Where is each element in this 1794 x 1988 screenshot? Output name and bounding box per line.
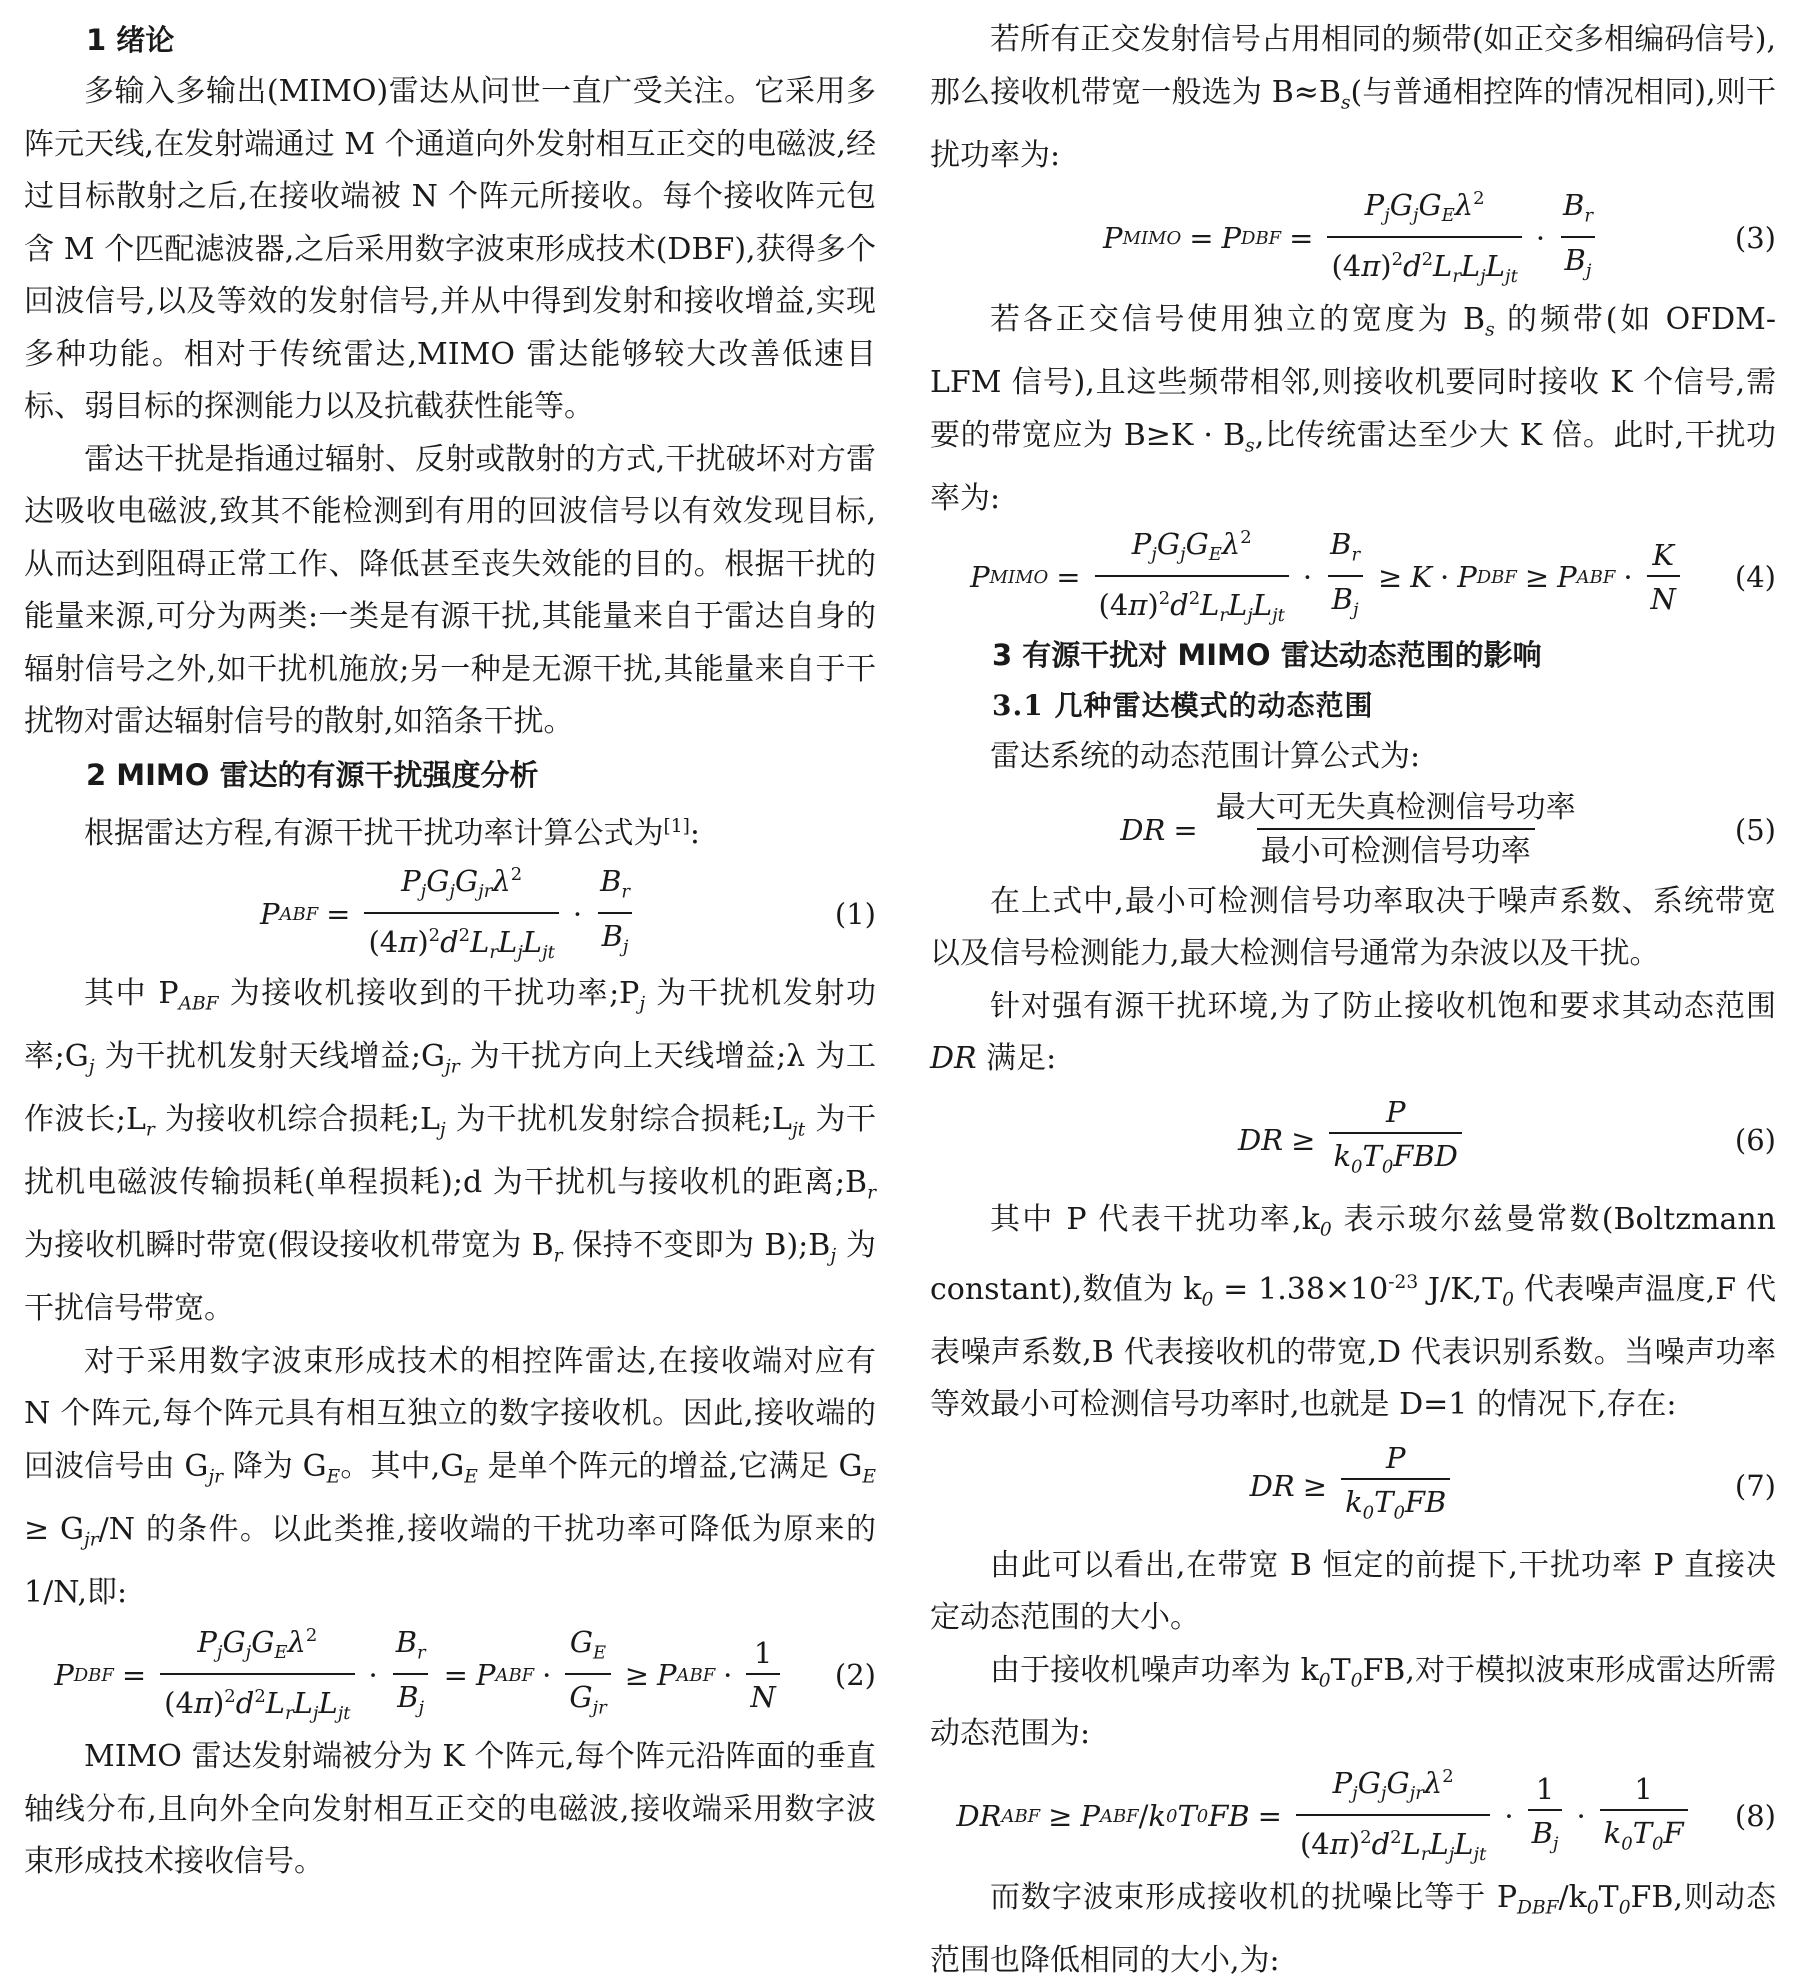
equation-4: P MIMO = $\frac{P_jG_jG_E\lambda^2}{(4\pi)^2d^2L_rL_jL_{jt}}$ · $\frac{B_r}{B_j}$ ≥ K · P DBF ≥ P ABF · $\frac{K}{N}$ (4)	[930, 525, 1776, 629]
equation-3-number: (3)	[1734, 221, 1776, 255]
equation-5-denominator: 最小可检测信号功率	[1257, 828, 1535, 870]
paragraph-noise-power: 由于接收机噪声功率为 $k_0T_0FB$,对于模拟波束形成雷达所需动态范围为:	[930, 1652, 1776, 1751]
equation-1: P ABF = $\frac{P_jG_jG_{jr}\lambda^2}{(4\pi)^2d^2L_rL_jL_{jt}}$ · $\frac{B_r}{B_j}$ (1)	[24, 860, 876, 968]
paragraph-intro-1: 多输入多输出(MIMO)雷达从问世一直广受关注。它采用多阵元天线,在发射端通过 M 个通道向外发射相互正交的电磁波,经过目标散射之后,在接收端被 N 个阵元所接收。每个接收阵元包含 M 个匹配滤波器,之后采用数字波束形成技术(DBF),获得多个回波信号,以及等效的发射信号,并从中得到发射和接收增益,实现多种功能。相对于传统雷达,MIMO 雷达能够较大改善低速目标、弱目标的探测能力以及抗截获性能等。	[24, 74, 876, 424]
equation-6: DR ≥ $\frac{P}{k_0T_0FBD}$ (6)	[930, 1086, 1776, 1194]
equation-5-number: (5)	[1734, 812, 1776, 847]
equation-2-number: (2)	[834, 1658, 876, 1693]
equation-4-number: (4)	[1734, 560, 1776, 594]
paragraph-parameters: 其中 P 代表干扰功率$,k_0$ 表示玻尔兹曼常数(Boltzmann constant),数值为 $k_0 = 1.38\times 10^{-23}$ $J/K,T_0$ 代表噪声温度,F 代表噪声系数,B 代表接收机的带宽,D 代表识别系数。当噪声功率等效最小可检测信号功率时,也就是 D=1 的情况下,存在:	[930, 1201, 1776, 1423]
equation-1-number: (1)	[834, 897, 876, 932]
heading-section-2: 2 MIMO 雷达的有源干扰强度分析	[86, 757, 539, 792]
paragraph-where-definitions: 其中 $P_{ABF}$ 为接收机接收到的干扰功率$;P_j$ 为干扰机发射功率$;G_j$ 为干扰机发射天线增益$;G_{jr}$ 为干扰方向上天线增益;λ 为工作波长$;L_r$ 为接收机综合损耗$;L_j$ 为干扰机发射综合损耗$;L_{jt}$ 为干扰机电磁波传输损耗(单程损耗);d 为干扰机与接收机的距离$;B_r$ 为接收机瞬时带宽(假设接收机带宽为 $B_r$ 保持不变即为 $B);B_j$ 为干扰信号带宽。	[24, 976, 876, 1327]
paragraph-digital-beamforming: 而数字波束形成接收机的扰噪比等于 $P_{DBF}/k_0T_0FB$,则动态范围也降低相同的大小,为:	[930, 1880, 1776, 1979]
paragraph-dr-formula: 雷达系统的动态范围计算公式为:	[990, 739, 1421, 774]
equation-8-number: (8)	[1734, 1799, 1776, 1834]
equation-8: DR ABF ≥ P ABF / k 0 T 0 FB = $\frac{P_jG_jG_{jr}\lambda^2}{(4\pi)^2d^2L_rL_jL_{jt}}$ · $\frac{1}{B_j}$ · $\frac{1}{k_0T_0F}$ (8)	[930, 1760, 1776, 1872]
citation-1[interactable]: [1]	[663, 815, 690, 837]
equation-7-number: (7)	[1734, 1468, 1776, 1503]
equation-6-number: (6)	[1734, 1122, 1776, 1157]
equation-2: P DBF = $\frac{P_jG_jG_E\lambda^2}{(4\pi)^2d^2L_rL_jL_{jt}}$ · $\frac{B_r}{B_j}$ = P ABF · $\frac{G_E}{G_{jr}}$ ≥ P ABF · $\frac{1}{N}$ (2)	[24, 1619, 876, 1731]
equation-5: DR = $\frac{\text{最大可无失真检测信号功率}}{\text{最小可检测信号功率}}$ (5)	[1120, 789, 1776, 869]
equation-3: P MIMO = P DBF = $\frac{P_jG_jG_E\lambda^2}{(4\pi)^2d^2L_rL_jL_{jt}}$ · $\frac{B_r}{B_j}$ (3)	[930, 182, 1776, 294]
heading-section-3: 3 有源干扰对 MIMO 雷达动态范围的影响	[992, 638, 1542, 672]
paragraph-same-band: 若所有正交发射信号占用相同的频带(如正交多相编码信号),那么接收机带宽一般选为 $B\approx B_s$(与普通相控阵的情况相同),则干扰功率为:	[930, 22, 1776, 173]
equation-5-numerator: 最大可无失真检测信号功率	[1215, 789, 1576, 825]
paragraph-strong-jamming: 针对强有源干扰环境,为了防止接收机饱和要求其动态范围 DR 满足:	[930, 988, 1776, 1076]
paragraph-intro-2: 雷达干扰是指通过辐射、反射或散射的方式,干扰破坏对方雷达吸收电磁波,致其不能检测到有用的回波信号以有效发现目标,从而达到阻碍正常工作、降低甚至丧失效能的目的。根据干扰的能量来源,可分为两类:一类是有源干扰,其能量来自于雷达自身的辐射信号之外,如干扰机施放;另一种是无源干扰,其能量来自于干扰物对雷达辐射信号的散射,如箔条干扰。	[24, 441, 876, 739]
right-column	[930, 14, 1776, 1988]
paragraph-mimo-transmit: MIMO 雷达发射端被分为 K 个阵元,每个阵元沿阵面的垂直轴线分布,且向外全向发射相互正交的电磁波,接收端采用数字波束形成技术接收信号。	[24, 1739, 876, 1880]
paragraph-dbf: 对于采用数字波束形成技术的相控阵雷达,在接收端对应有 N 个阵元,每个阵元具有相互独立的数字接收机。因此,接收端的回波信号由 $G_{jr}$ 降为 $G_E$。其中$,G_E$ 是单个阵元的增益,它满足 $G_E \ge G_{jr}/N$ 的条件。以此类推,接收端的干扰功率可降低为原来的 1/N,即:	[24, 1343, 876, 1610]
heading-introduction: 1 绪论	[86, 23, 175, 57]
equation-7: DR ≥ $\frac{P}{k_0T_0FB}$ (7)	[930, 1432, 1776, 1540]
paragraph-independent-band: 若各正交信号使用独立的宽度为 $B_s$ 的频带(如 OFDM-LFM 信号),且这些频带相邻,则接收机要同时接收 K 个信号,需要的带宽应为 $B\ge K \cdot B_s$,比传统雷达至少大 K 倍。此时,干扰功率为:	[930, 302, 1776, 516]
heading-section-3-1: 3.1 几种雷达模式的动态范围	[992, 689, 1374, 722]
left-column	[24, 14, 876, 1889]
paragraph-above-formula: 在上式中,最小可检测信号功率取决于噪声系数、系统带宽以及信号检测能力,最大检测信号通常为杂波以及干扰。	[930, 883, 1776, 971]
paragraph-radar-equation: 根据雷达方程,有源干扰干扰功率计算公式为[1]:	[84, 815, 700, 851]
paragraph-bandwidth-conclusion: 由此可以看出,在带宽 B 恒定的前提下,干扰功率 P 直接决定动态范围的大小。	[930, 1547, 1776, 1636]
